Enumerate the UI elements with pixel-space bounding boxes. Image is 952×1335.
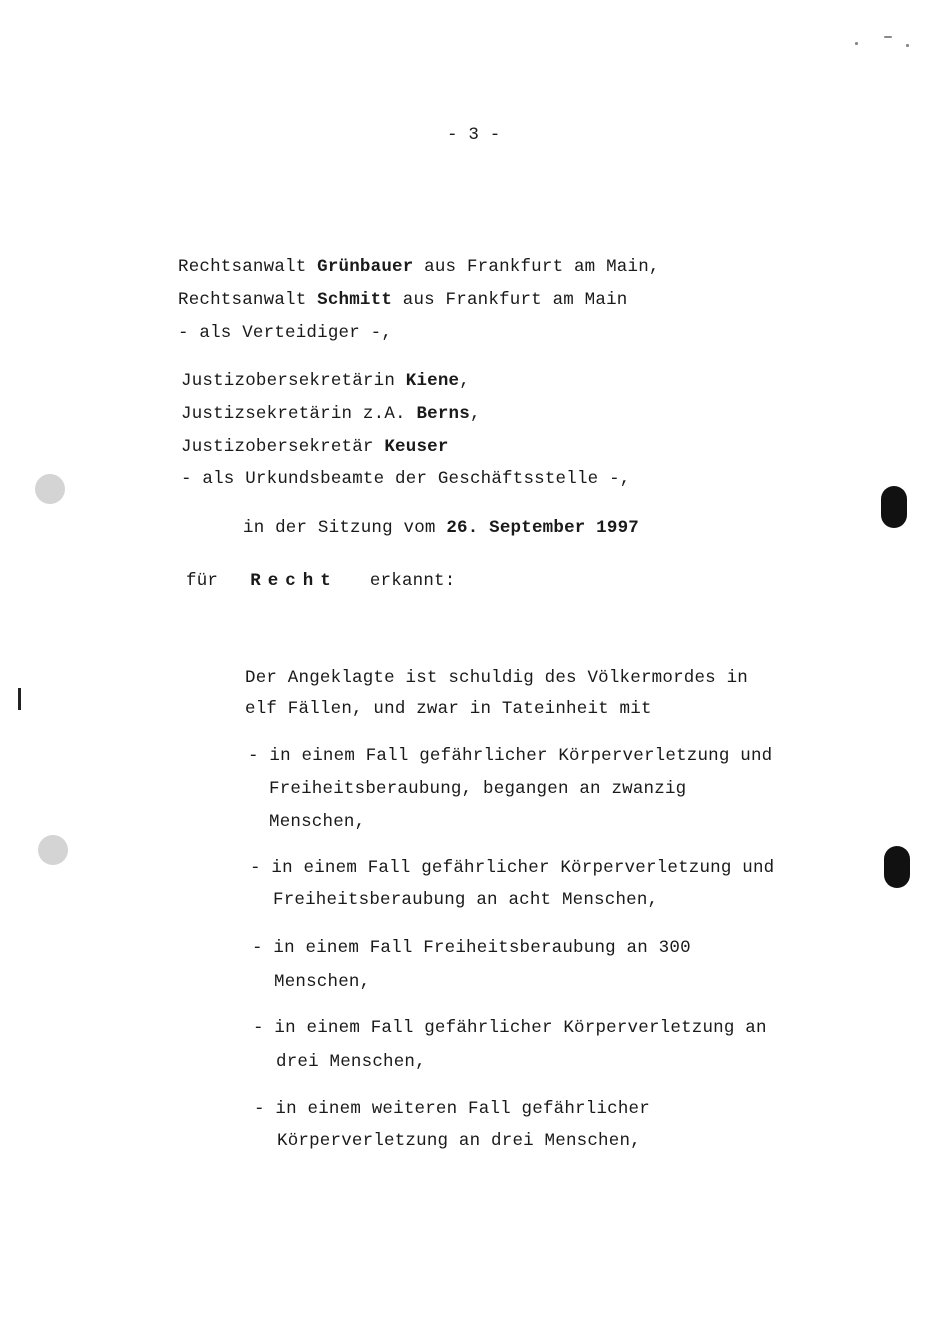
list-item-5-line-2: Körperverletzung an drei Menschen, — [277, 1131, 641, 1151]
binder-mark-bottom — [884, 846, 910, 888]
page-number: - 3 - — [447, 125, 501, 145]
list-item-1-line-2: Freiheitsberaubung, begangen an zwanzig — [269, 779, 687, 799]
scan-speck — [906, 44, 909, 47]
list-item-3-line-2: Menschen, — [274, 972, 371, 992]
list-item-4-line-1: - in einem Fall gefährlicher Körperverletzung an — [253, 1018, 767, 1038]
defense-line-2: Rechtsanwalt Schmitt aus Frankfurt am Main — [178, 290, 628, 310]
defense-line-1: Rechtsanwalt Grünbauer aus Frankfurt am Main, — [178, 257, 660, 277]
clerk-line-1: Justizobersekretärin Kiene, — [181, 371, 470, 391]
list-item-3-line-1: - in einem Fall Freiheitsberaubung an 300 — [252, 938, 691, 958]
clerk-role: - als Urkundsbeamte der Geschäftsstelle -, — [181, 469, 631, 489]
scan-speck — [884, 36, 892, 38]
clerk-line-2: Justizsekretärin z.A. Berns, — [181, 404, 481, 424]
punch-hole-bottom — [38, 835, 68, 865]
judgment-intro-2: elf Fällen, und zwar in Tateinheit mit — [245, 699, 652, 719]
defense-role: - als Verteidiger -, — [178, 323, 393, 343]
scan-speck — [855, 42, 858, 45]
judgment-intro-1: Der Angeklagte ist schuldig des Völkermordes in — [245, 668, 748, 688]
clerk-line-3: Justizobersekretär Keuser — [181, 437, 449, 457]
list-item-2-line-2: Freiheitsberaubung an acht Menschen, — [273, 890, 659, 910]
list-item-2-line-1: - in einem Fall gefährlicher Körperverletzung und — [250, 858, 775, 878]
list-item-4-line-2: drei Menschen, — [276, 1052, 426, 1072]
binder-mark-top — [881, 486, 907, 528]
verdict-heading: für Recht erkannt: — [186, 571, 456, 591]
punch-hole-top — [35, 474, 65, 504]
margin-mark — [18, 688, 21, 710]
session-date: in der Sitzung vom 26. September 1997 — [243, 518, 639, 538]
list-item-1-line-3: Menschen, — [269, 812, 366, 832]
list-item-1-line-1: - in einem Fall gefährlicher Körperverletzung und — [248, 746, 773, 766]
list-item-5-line-1: - in einem weiteren Fall gefährlicher — [254, 1099, 650, 1119]
